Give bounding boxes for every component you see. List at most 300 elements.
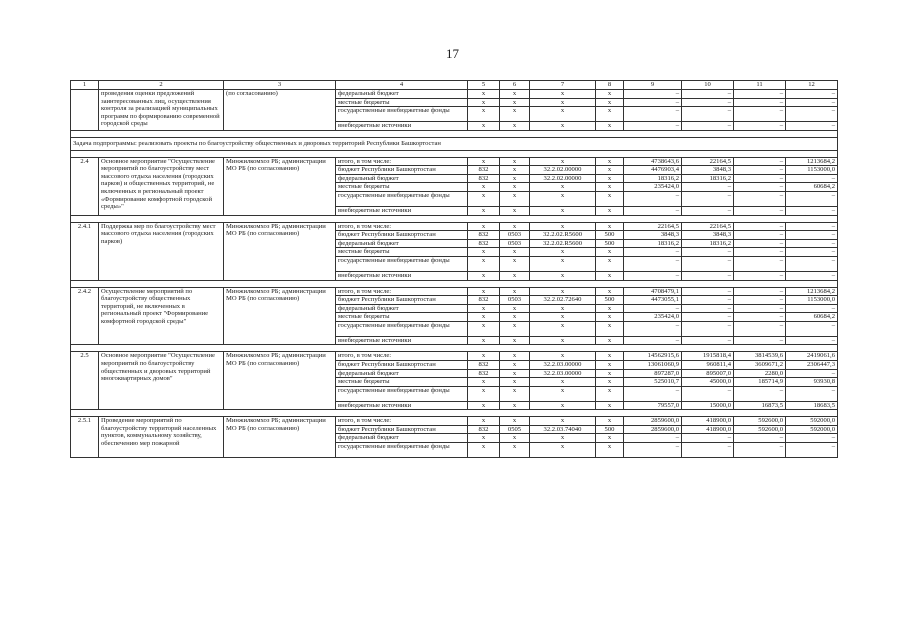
- value-cell: 418900,0: [682, 417, 734, 426]
- item-executor: Минжилкомхоз РБ; администрации МО РБ (по согласованию): [224, 417, 336, 458]
- value-cell: 3814539,6: [734, 352, 786, 361]
- value-cell: –: [682, 256, 734, 271]
- value-cell: x: [500, 192, 530, 207]
- value-cell: x: [468, 107, 500, 122]
- table-row: [71, 417, 838, 426]
- value-cell: x: [596, 98, 624, 107]
- value-cell: 4473055,1: [624, 296, 682, 305]
- value-cell: 960811,4: [682, 360, 734, 369]
- value-cell: x: [530, 321, 596, 336]
- value-cell: x: [530, 386, 596, 401]
- value-cell: 235424,0: [624, 313, 682, 322]
- value-cell: 3848,3: [624, 231, 682, 240]
- value-cell: –: [786, 386, 838, 401]
- value-cell: –: [786, 207, 838, 216]
- value-cell: x: [596, 157, 624, 166]
- value-cell: x: [468, 271, 500, 280]
- table-row: [71, 157, 838, 166]
- value-cell: –: [786, 174, 838, 183]
- value-cell: x: [530, 271, 596, 280]
- value-cell: x: [500, 287, 530, 296]
- value-cell: –: [734, 107, 786, 122]
- value-cell: 32.2.03.00000: [530, 360, 596, 369]
- value-cell: –: [786, 369, 838, 378]
- header-cell: 8: [596, 81, 624, 90]
- value-cell: 4708479,1: [624, 287, 682, 296]
- value-cell: –: [682, 271, 734, 280]
- value-cell: x: [500, 336, 530, 345]
- funding-source: местные бюджеты: [336, 98, 468, 107]
- value-cell: –: [734, 157, 786, 166]
- value-cell: x: [500, 122, 530, 131]
- item-number: [71, 90, 99, 131]
- value-cell: x: [500, 157, 530, 166]
- value-cell: –: [682, 386, 734, 401]
- funding-source: внебюджетные источники: [336, 271, 468, 280]
- value-cell: x: [596, 417, 624, 426]
- spacer-row: [71, 345, 838, 352]
- value-cell: x: [468, 183, 500, 192]
- value-cell: x: [530, 157, 596, 166]
- spacer-row: [71, 130, 838, 137]
- header-cell: 4: [336, 81, 468, 90]
- value-cell: 592600,0: [734, 425, 786, 434]
- value-cell: –: [786, 90, 838, 99]
- value-cell: 1153000,0: [786, 166, 838, 175]
- value-cell: 32.2.02.72640: [530, 296, 596, 305]
- item-title: Основное мероприятие "Осуществление мероприятий по благоустройству мест массового отдыха населения (городских парков) и общественных территорий, не включенных в региональный проект «Формирование комфортной городской среды»": [99, 157, 224, 215]
- value-cell: x: [468, 98, 500, 107]
- value-cell: x: [468, 401, 500, 410]
- value-cell: x: [596, 386, 624, 401]
- value-cell: x: [596, 207, 624, 216]
- value-cell: 13061060,9: [624, 360, 682, 369]
- value-cell: x: [468, 443, 500, 458]
- value-cell: x: [468, 386, 500, 401]
- value-cell: x: [468, 321, 500, 336]
- value-cell: x: [530, 183, 596, 192]
- value-cell: 18316,2: [682, 239, 734, 248]
- value-cell: –: [786, 321, 838, 336]
- value-cell: –: [734, 183, 786, 192]
- value-cell: –: [734, 434, 786, 443]
- value-cell: x: [596, 183, 624, 192]
- value-cell: 15000,0: [682, 401, 734, 410]
- value-cell: 22164,5: [682, 157, 734, 166]
- item-number: 2.5.1: [71, 417, 99, 458]
- value-cell: –: [734, 207, 786, 216]
- value-cell: –: [682, 296, 734, 305]
- value-cell: –: [786, 336, 838, 345]
- value-cell: 3848,3: [682, 166, 734, 175]
- value-cell: –: [682, 183, 734, 192]
- funding-source: федеральный бюджет: [336, 304, 468, 313]
- value-cell: x: [500, 352, 530, 361]
- value-cell: x: [596, 287, 624, 296]
- value-cell: –: [734, 296, 786, 305]
- value-cell: –: [786, 443, 838, 458]
- value-cell: 32.2.03.74040: [530, 425, 596, 434]
- value-cell: x: [530, 417, 596, 426]
- value-cell: x: [596, 122, 624, 131]
- value-cell: 14562915,6: [624, 352, 682, 361]
- value-cell: 500: [596, 296, 624, 305]
- value-cell: 4476903,4: [624, 166, 682, 175]
- value-cell: 32.2.02.00000: [530, 166, 596, 175]
- value-cell: x: [468, 336, 500, 345]
- budget-table: [70, 80, 838, 458]
- value-cell: x: [530, 304, 596, 313]
- value-cell: –: [786, 192, 838, 207]
- value-cell: 32.2.02.00000: [530, 174, 596, 183]
- value-cell: –: [682, 287, 734, 296]
- value-cell: 18316,2: [682, 174, 734, 183]
- value-cell: 0503: [500, 239, 530, 248]
- value-cell: x: [596, 256, 624, 271]
- value-cell: 4738643,6: [624, 157, 682, 166]
- value-cell: x: [500, 183, 530, 192]
- value-cell: 79557,0: [624, 401, 682, 410]
- header-cell: 11: [734, 81, 786, 90]
- funding-source: государственные внебюджетные фонды: [336, 256, 468, 271]
- funding-source: федеральный бюджет: [336, 434, 468, 443]
- value-cell: x: [468, 304, 500, 313]
- header-cell: 5: [468, 81, 500, 90]
- value-cell: x: [500, 222, 530, 231]
- value-cell: 500: [596, 239, 624, 248]
- value-cell: –: [624, 304, 682, 313]
- value-cell: x: [596, 166, 624, 175]
- funding-source: итого, в том числе:: [336, 417, 468, 426]
- item-executor: (по согласованию): [224, 90, 336, 131]
- value-cell: 897287,0: [624, 369, 682, 378]
- value-cell: –: [786, 304, 838, 313]
- value-cell: 2859600,0: [624, 417, 682, 426]
- value-cell: 16873,5: [734, 401, 786, 410]
- table-row: [71, 222, 838, 231]
- header-cell: 6: [500, 81, 530, 90]
- value-cell: –: [682, 192, 734, 207]
- value-cell: –: [624, 271, 682, 280]
- header-cell: 3: [224, 81, 336, 90]
- funding-source: федеральный бюджет: [336, 369, 468, 378]
- value-cell: –: [734, 321, 786, 336]
- value-cell: x: [468, 248, 500, 257]
- spacer-row: [71, 280, 838, 287]
- header-cell: 1: [71, 81, 99, 90]
- value-cell: 500: [596, 231, 624, 240]
- value-cell: 592600,0: [734, 417, 786, 426]
- value-cell: –: [786, 107, 838, 122]
- value-cell: –: [624, 321, 682, 336]
- value-cell: –: [682, 336, 734, 345]
- value-cell: x: [530, 443, 596, 458]
- value-cell: –: [734, 98, 786, 107]
- value-cell: 3609671,2: [734, 360, 786, 369]
- value-cell: 45000,0: [682, 378, 734, 387]
- value-cell: 0503: [500, 296, 530, 305]
- value-cell: 2280,0: [734, 369, 786, 378]
- funding-source: государственные внебюджетные фонды: [336, 192, 468, 207]
- value-cell: –: [734, 443, 786, 458]
- value-cell: x: [596, 90, 624, 99]
- value-cell: 22164,5: [682, 222, 734, 231]
- value-cell: –: [624, 256, 682, 271]
- funding-source: бюджет Республики Башкортостан: [336, 166, 468, 175]
- value-cell: x: [596, 401, 624, 410]
- value-cell: –: [682, 304, 734, 313]
- value-cell: 832: [468, 231, 500, 240]
- funding-source: внебюджетные источники: [336, 336, 468, 345]
- value-cell: –: [682, 98, 734, 107]
- value-cell: x: [596, 271, 624, 280]
- item-title: проведения оценки предложений заинтересованных лиц, осуществления контроля за реализацией муниципальных программ по формированию современной городской среды: [99, 90, 224, 131]
- item-title: Проведение мероприятий по благоустройству территорий населенных пунктов, коммунальному хозяйству, обеспечению мер пожарной: [99, 417, 224, 458]
- value-cell: x: [530, 287, 596, 296]
- funding-source: местные бюджеты: [336, 183, 468, 192]
- value-cell: –: [624, 192, 682, 207]
- funding-source: государственные внебюджетные фонды: [336, 443, 468, 458]
- value-cell: –: [734, 166, 786, 175]
- value-cell: –: [786, 239, 838, 248]
- value-cell: –: [734, 271, 786, 280]
- value-cell: 93930,8: [786, 378, 838, 387]
- value-cell: –: [682, 434, 734, 443]
- value-cell: x: [500, 166, 530, 175]
- value-cell: x: [500, 360, 530, 369]
- value-cell: 60684,2: [786, 183, 838, 192]
- value-cell: x: [500, 174, 530, 183]
- funding-source: государственные внебюджетные фонды: [336, 107, 468, 122]
- value-cell: x: [530, 352, 596, 361]
- value-cell: –: [624, 98, 682, 107]
- table-row: [71, 287, 838, 296]
- value-cell: x: [500, 401, 530, 410]
- value-cell: –: [734, 313, 786, 322]
- value-cell: x: [500, 304, 530, 313]
- funding-source: итого, в том числе:: [336, 157, 468, 166]
- value-cell: x: [596, 336, 624, 345]
- value-cell: 592000,0: [786, 417, 838, 426]
- value-cell: 592000,0: [786, 425, 838, 434]
- value-cell: x: [500, 207, 530, 216]
- funding-source: внебюджетные источники: [336, 122, 468, 131]
- funding-source: федеральный бюджет: [336, 174, 468, 183]
- value-cell: x: [596, 174, 624, 183]
- value-cell: –: [682, 122, 734, 131]
- funding-source: итого, в том числе:: [336, 352, 468, 361]
- value-cell: x: [468, 157, 500, 166]
- value-cell: 2859600,0: [624, 425, 682, 434]
- value-cell: 32.2.02.R5600: [530, 239, 596, 248]
- value-cell: x: [596, 248, 624, 257]
- value-cell: 832: [468, 296, 500, 305]
- value-cell: x: [468, 90, 500, 99]
- value-cell: x: [500, 434, 530, 443]
- value-cell: x: [468, 222, 500, 231]
- value-cell: –: [734, 304, 786, 313]
- funding-source: внебюджетные источники: [336, 401, 468, 410]
- table-row: [71, 90, 838, 99]
- value-cell: 832: [468, 174, 500, 183]
- value-cell: 832: [468, 239, 500, 248]
- value-cell: x: [530, 122, 596, 131]
- value-cell: x: [500, 321, 530, 336]
- value-cell: –: [734, 174, 786, 183]
- value-cell: 18316,2: [624, 239, 682, 248]
- value-cell: 2306447,3: [786, 360, 838, 369]
- value-cell: x: [468, 378, 500, 387]
- value-cell: x: [530, 378, 596, 387]
- value-cell: 500: [596, 425, 624, 434]
- value-cell: 22164,5: [624, 222, 682, 231]
- funding-source: бюджет Республики Башкортостан: [336, 296, 468, 305]
- value-cell: 1915818,4: [682, 352, 734, 361]
- item-title: Поддержка мер по благоустройству мест массового отдыха населения (городских парков): [99, 222, 224, 280]
- value-cell: –: [734, 239, 786, 248]
- value-cell: x: [596, 369, 624, 378]
- spacer-row: [71, 215, 838, 222]
- value-cell: –: [682, 248, 734, 257]
- value-cell: 18683,5: [786, 401, 838, 410]
- value-cell: x: [500, 248, 530, 257]
- value-cell: 832: [468, 360, 500, 369]
- value-cell: x: [530, 336, 596, 345]
- item-number: 2.4.1: [71, 222, 99, 280]
- value-cell: x: [500, 271, 530, 280]
- value-cell: –: [682, 321, 734, 336]
- value-cell: 2419061,6: [786, 352, 838, 361]
- value-cell: x: [530, 107, 596, 122]
- value-cell: 185714,9: [734, 378, 786, 387]
- value-cell: x: [500, 98, 530, 107]
- value-cell: x: [596, 443, 624, 458]
- value-cell: –: [734, 90, 786, 99]
- value-cell: x: [500, 443, 530, 458]
- value-cell: x: [596, 107, 624, 122]
- value-cell: –: [786, 98, 838, 107]
- value-cell: x: [500, 378, 530, 387]
- funding-source: федеральный бюджет: [336, 90, 468, 99]
- header-cell: 12: [786, 81, 838, 90]
- value-cell: –: [624, 90, 682, 99]
- funding-source: бюджет Республики Башкортостан: [336, 360, 468, 369]
- value-cell: –: [786, 248, 838, 257]
- value-cell: 895007,0: [682, 369, 734, 378]
- item-executor: Минжилкомхоз РБ; администрации МО РБ (по согласованию): [224, 222, 336, 280]
- value-cell: –: [734, 287, 786, 296]
- value-cell: –: [734, 122, 786, 131]
- header-cell: 9: [624, 81, 682, 90]
- value-cell: x: [468, 352, 500, 361]
- funding-source: государственные внебюджетные фонды: [336, 321, 468, 336]
- value-cell: x: [500, 107, 530, 122]
- value-cell: –: [624, 434, 682, 443]
- value-cell: –: [734, 386, 786, 401]
- value-cell: –: [734, 248, 786, 257]
- item-executor: Минжилкомхоз РБ; администрации МО РБ (по согласованию): [224, 352, 336, 410]
- table-row: [71, 352, 838, 361]
- value-cell: x: [596, 192, 624, 207]
- value-cell: x: [530, 222, 596, 231]
- value-cell: 1213684,2: [786, 287, 838, 296]
- value-cell: x: [596, 304, 624, 313]
- value-cell: x: [468, 287, 500, 296]
- value-cell: –: [624, 122, 682, 131]
- value-cell: –: [734, 192, 786, 207]
- value-cell: x: [468, 313, 500, 322]
- task-text: Задача подпрограммы: реализовать проекты по благоустройству общественных и дворовых территорий Республики Башкортостан: [71, 137, 838, 150]
- value-cell: x: [500, 90, 530, 99]
- funding-source: внебюджетные источники: [336, 207, 468, 216]
- value-cell: –: [786, 434, 838, 443]
- spacer-row: [71, 150, 838, 157]
- value-cell: –: [734, 222, 786, 231]
- value-cell: –: [682, 313, 734, 322]
- value-cell: x: [596, 313, 624, 322]
- value-cell: –: [682, 107, 734, 122]
- value-cell: x: [500, 369, 530, 378]
- item-title: Осуществление мероприятий по благоустройству общественных территорий, не включенных в региональный проект "Формирование комфортной городской среды": [99, 287, 224, 345]
- value-cell: –: [682, 90, 734, 99]
- value-cell: –: [786, 231, 838, 240]
- value-cell: x: [530, 98, 596, 107]
- value-cell: x: [468, 256, 500, 271]
- spacer-row: [71, 410, 838, 417]
- value-cell: –: [682, 207, 734, 216]
- value-cell: 18316,2: [624, 174, 682, 183]
- value-cell: x: [530, 248, 596, 257]
- funding-source: федеральный бюджет: [336, 239, 468, 248]
- value-cell: –: [734, 256, 786, 271]
- header-cell: 10: [682, 81, 734, 90]
- value-cell: x: [468, 207, 500, 216]
- item-number: 2.4: [71, 157, 99, 215]
- header-row: [71, 81, 838, 90]
- value-cell: 832: [468, 166, 500, 175]
- value-cell: –: [624, 207, 682, 216]
- funding-source: бюджет Республики Башкортостан: [336, 425, 468, 434]
- header-cell: 7: [530, 81, 596, 90]
- value-cell: x: [500, 256, 530, 271]
- value-cell: –: [786, 222, 838, 231]
- value-cell: 1213684,2: [786, 157, 838, 166]
- header-cell: 2: [99, 81, 224, 90]
- value-cell: x: [468, 122, 500, 131]
- value-cell: –: [624, 443, 682, 458]
- funding-source: местные бюджеты: [336, 378, 468, 387]
- value-cell: 32.2.03.00000: [530, 369, 596, 378]
- value-cell: –: [624, 336, 682, 345]
- value-cell: –: [786, 271, 838, 280]
- funding-source: местные бюджеты: [336, 248, 468, 257]
- value-cell: x: [500, 313, 530, 322]
- value-cell: x: [596, 352, 624, 361]
- value-cell: x: [530, 313, 596, 322]
- value-cell: –: [624, 248, 682, 257]
- funding-source: бюджет Республики Башкортостан: [336, 231, 468, 240]
- value-cell: x: [530, 192, 596, 207]
- value-cell: x: [468, 417, 500, 426]
- value-cell: 60684,2: [786, 313, 838, 322]
- value-cell: x: [596, 360, 624, 369]
- value-cell: x: [530, 401, 596, 410]
- funding-source: итого, в том числе:: [336, 287, 468, 296]
- value-cell: x: [530, 256, 596, 271]
- value-cell: 525010,7: [624, 378, 682, 387]
- value-cell: 0505: [500, 425, 530, 434]
- value-cell: x: [468, 434, 500, 443]
